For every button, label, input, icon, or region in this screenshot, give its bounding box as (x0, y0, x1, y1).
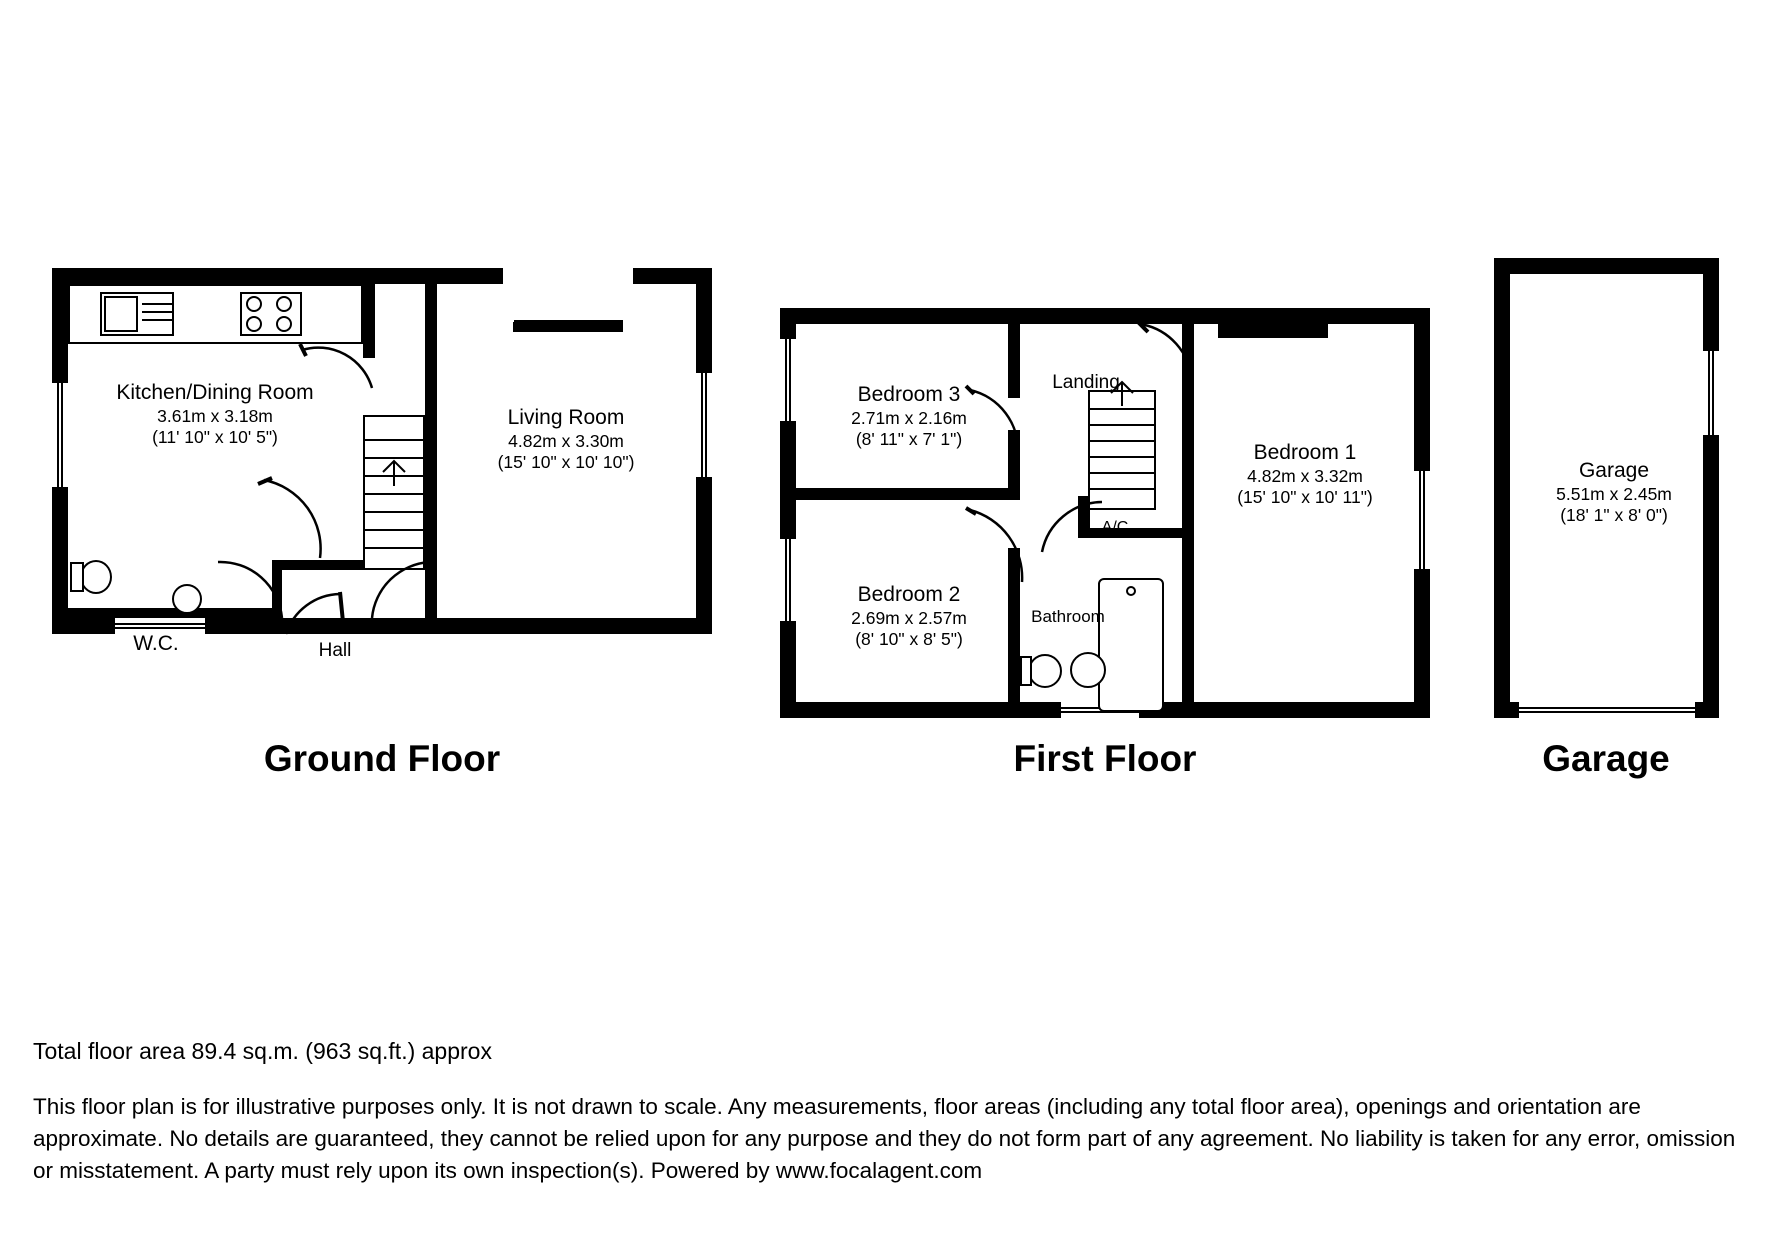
room-name: Bedroom 1 (1253, 441, 1357, 464)
room-name: Bathroom (1031, 607, 1105, 626)
room-dims-metric: 3.61m x 3.18m (157, 405, 273, 426)
bath-tub (1098, 578, 1164, 712)
garage-door-opening (1516, 702, 1698, 718)
room-name: Landing (1052, 372, 1120, 393)
disclaimer-text: This floor plan is for illustrative purposes only. It is not drawn to scale. Any measurements, floor areas (including any total floor area), openings and orientation are approximate. No details are guaranteed, they cannot be relied upon for any purpose and they do not form part of any agreement. No liability is taken for any error, omission or misstatement. A party must rely upon its own inspection(s). Powered by www.focalagent.com (33, 1094, 1736, 1183)
room-label-bedroom-1 (1196, 440, 1414, 508)
room-name: Living Room (507, 406, 625, 429)
window-living-top (513, 320, 623, 332)
room-label-garage (1510, 458, 1718, 526)
room-dims-imperial: (15' 10" x 10' 11") (1237, 486, 1373, 507)
wc-basin (172, 584, 202, 614)
room-label-bedroom-3 (798, 382, 1020, 450)
room-name: Bedroom 3 (857, 383, 961, 406)
room-label-living-room (437, 405, 695, 473)
bath-tap (1126, 586, 1136, 596)
door-front-entrance (284, 592, 346, 636)
hob-burner-2 (276, 296, 292, 312)
hob-burner-4 (276, 316, 292, 332)
ground-stair-direction-arrow (365, 458, 423, 488)
bathroom-basin (1070, 652, 1106, 688)
ground-stair-treads (365, 417, 423, 568)
room-name: W.C. (133, 632, 179, 655)
room-dims-imperial: (8' 10" x 8' 5") (855, 628, 963, 649)
window-living-top-opening (500, 268, 636, 284)
kitchen-sink-basin (104, 296, 138, 332)
first-stair-treads (1090, 392, 1154, 508)
room-label-landing (1026, 372, 1146, 394)
room-name: Garage (1578, 459, 1650, 482)
window-bed1-right (1414, 468, 1430, 572)
room-dims-imperial: (8' 11" x 7' 1") (855, 428, 963, 449)
room-label-bedroom-2 (798, 582, 1020, 650)
window-bed1-top (1218, 324, 1328, 338)
room-label-hall (300, 640, 370, 662)
room-label-ac-cupboard (1088, 519, 1142, 537)
first-wall-bath-bed1 (1182, 528, 1194, 718)
room-dims-imperial: (15' 10" x 10' 10") (497, 451, 635, 472)
door-hall-living (370, 560, 432, 622)
room-dims-metric: 2.71m x 2.16m (851, 407, 967, 428)
window-bed2-left (780, 536, 796, 624)
room-dims-metric: 5.51m x 2.45m (1556, 483, 1672, 504)
room-dims-metric: 4.82m x 3.32m (1247, 465, 1363, 486)
floor-title-garage: Garage (1542, 738, 1670, 779)
room-name: A/C (1101, 519, 1129, 536)
bathroom-toilet-cistern (1020, 656, 1032, 686)
hob-burner-3 (246, 316, 262, 332)
room-dims-metric: 2.69m x 2.57m (851, 607, 967, 628)
window-living-top-reveal-left (500, 284, 514, 322)
floor-title-first: First Floor (1013, 738, 1197, 779)
room-label-wc (96, 631, 216, 657)
window-living-right (696, 370, 712, 480)
door-hall-kitchen-lower (258, 478, 328, 566)
window-kitchen-left (52, 380, 68, 490)
window-garage-right (1703, 348, 1719, 438)
room-dims-imperial: (11' 10" x 10' 5") (152, 426, 278, 447)
room-name: Kitchen/Dining Room (116, 381, 314, 404)
room-label-bathroom (1012, 607, 1124, 627)
door-hall-wc (216, 560, 286, 622)
room-label-kitchen-dining-room (70, 380, 360, 448)
kitchen-drainer-lines (142, 298, 172, 330)
room-dims-metric: 4.82m x 3.30m (508, 430, 624, 451)
wc-toilet (80, 560, 112, 594)
room-name: Bedroom 2 (857, 583, 961, 606)
footer (33, 1038, 1753, 1187)
first-wall-top (780, 308, 1430, 324)
floor-title-ground: Ground Floor (263, 738, 501, 779)
room-dims-imperial: (18' 1" x 8' 0") (1560, 504, 1668, 525)
bathroom-toilet (1028, 654, 1062, 688)
door-bed2 (966, 508, 1024, 586)
room-name: Hall (318, 640, 352, 661)
window-bed3-left (780, 336, 796, 424)
door-bed1 (1138, 322, 1194, 386)
garage-wall-left (1494, 258, 1510, 718)
garage-wall-top (1494, 258, 1719, 274)
hob-burner-1 (246, 296, 262, 312)
first-wall-bed3-bed2 (796, 488, 1020, 500)
wc-cistern (70, 562, 84, 592)
total-floor-area-text: Total floor area 89.4 sq.m. (963 sq.ft.) approx (33, 1038, 492, 1064)
